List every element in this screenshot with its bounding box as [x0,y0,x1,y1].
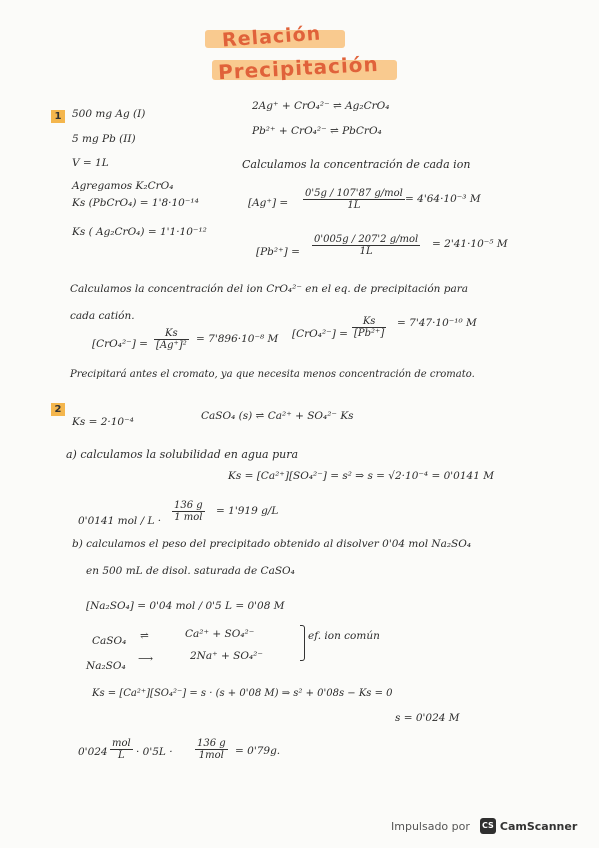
ag-conc-fraction [303,188,405,211]
ex2-b-concentration: [Na₂SO₄] = 0'04 mol / 0'5 L = 0'08 M [86,600,285,612]
pb-conc-result: = 2'41·10⁻⁵ M [432,238,508,250]
cro4-pb-fraction [352,316,386,339]
ex2-b-final-denominator-1: L [118,750,125,761]
pb-conc-numerator: 0'005g / 207'2 g/mol [314,234,419,245]
ex2-b-reaction-1-rhs: Ca²⁺ + SO₄²⁻ [185,628,255,640]
cro4-ag-result: = 7'896·10⁻⁸ M [196,333,279,345]
exercise-2-badge: 2 [51,403,65,416]
ex2-b-final-numerator-2: 136 g [197,738,226,749]
camscanner-brand: CamScanner [499,819,578,833]
ex2-b-solution: s = 0'024 M [395,712,460,724]
ex2-a-mass-fraction [172,500,205,523]
ex2-b-reaction-2-arrow: ⟶ [138,653,154,665]
ex1-data-line-5: Ks (PbCrO₄) = 1'8·10⁻¹⁴ [72,197,199,209]
footer-text: Impulsado por [391,819,470,833]
ag-conc-result: = 4'64·10⁻³ M [405,193,481,205]
ex2-a-mass-denominator: 1 mol [174,512,203,523]
pb-conc-fraction [312,234,420,257]
cro4-pb-lhs: [CrO₄²⁻] = [292,328,348,340]
ex2-b-text-line-2: en 500 mL de disol. saturada de CaSO₄ [86,565,295,577]
ex1-paragraph-line-2: cada catión. [70,310,135,322]
cro4-ag-numerator: Ks [154,328,189,340]
ex1-paragraph-line-1: Calculamos la concentración del ion CrO₄²⁻ en el eq. de precipitación para [70,283,469,295]
ex2-b-final-fraction-1 [110,738,133,761]
ex1-data-line-1: 500 mg Ag (I) [72,108,146,120]
ex2-b-final-fraction-2 [195,738,228,761]
ex1-data-line-4: Agregamos K₂CrO₄ [72,180,174,192]
ex2-a-text: a) calculamos la solubilidad en agua pura [66,448,299,461]
ex1-conclusion: Precipitará antes el cromato, ya que necesita menos concentración de cromato. [70,369,475,380]
ex2-b-text-line-1: b) calculamos el peso del precipitado obtenido al disolver 0'04 mol Na₂SO₄ [72,538,472,550]
ex2-ks: Ks = 2·10⁻⁴ [72,416,134,428]
ex2-a-mass-lhs: 0'0141 mol / L · [78,515,162,527]
ex2-a-mass-numerator: 136 g [174,500,203,511]
cro4-ag-denominator: [Ag⁺]² [156,340,187,351]
ex1-equation-2: Pb²⁺ + CrO₄²⁻ ⇌ PbCrO₄ [252,125,382,137]
ex2-b-final-result: = 0'79g. [235,745,281,757]
pb-conc-lhs: [Pb²⁺] = [256,246,300,258]
cro4-pb-result: = 7'47·10⁻¹⁰ M [397,317,477,329]
cro4-pb-denominator: [Pb²⁺] [354,328,385,339]
ex2-a-mass-result: = 1'919 g/L [216,505,279,517]
ex2-b-reaction-2-rhs: 2Na⁺ + SO₄²⁻ [190,650,263,662]
cro4-ag-fraction [154,328,189,351]
ex1-equation-1: 2Ag⁺ + CrO₄²⁻ ⇌ Ag₂CrO₄ [252,100,390,112]
title-line-2: Precipitación [217,51,380,85]
ex1-data-line-3: V = 1L [72,157,109,169]
ex2-b-final-denominator-2: 1mol [198,750,224,761]
ex2-a-equation: Ks = [Ca²⁺][SO₄²⁻] = s² ⇒ s = √2·10⁻⁴ = 0'0141 M [228,470,494,482]
ex1-calc-text: Calculamos la concentración de cada ion [242,158,471,171]
ex1-data-line-6: Ks ( Ag₂CrO₄) = 1'1·10⁻¹² [72,226,207,238]
ag-conc-lhs: [Ag⁺] = [248,197,289,209]
title-line-1: Relación [221,22,322,52]
cro4-ag-lhs: [CrO₄²⁻] = [92,338,148,350]
camscanner-logo-icon: CS [480,818,496,834]
ag-conc-numerator: 0'5g / 107'87 g/mol [305,188,403,199]
ex2-b-final-lhs: 0'024 [78,746,108,758]
exercise-1-badge: 1 [51,110,65,123]
cro4-pb-numerator: Ks [352,316,386,328]
ex2-b-final-numerator-1: mol [112,738,131,749]
pb-conc-denominator: 1L [359,246,373,257]
ex2-b-common-ion: ef. ion común [308,630,380,642]
ag-conc-denominator: 1L [347,200,361,211]
ex2-b-reaction-2-lhs: Na₂SO₄ [86,660,126,672]
ex2-equilibrium: CaSO₄ (s) ⇌ Ca²⁺ + SO₄²⁻ Ks [201,410,354,422]
ex2-b-reaction-1-lhs: CaSO₄ [92,635,127,647]
ex2-b-bracket [300,625,305,661]
ex2-b-final-mid: · 0'5L · [136,746,173,758]
ex2-b-ks-equation: Ks = [Ca²⁺][SO₄²⁻] = s · (s + 0'08 M) ⇒ s² + 0'08s − Ks = 0 [92,688,393,699]
ex2-b-reaction-1-arrow: ⇌ [140,630,149,642]
ex1-data-line-2: 5 mg Pb (II) [72,133,136,145]
footer [391,818,577,834]
